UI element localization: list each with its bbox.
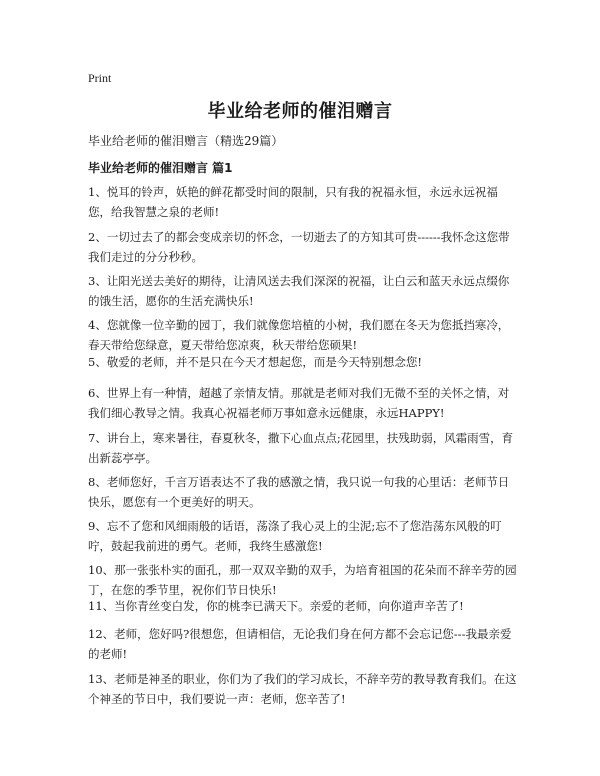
print-link[interactable]: Print — [88, 71, 112, 85]
paragraph-12: 12、老师，您好吗?很想您，但请相信，无论我们身在何方都不会忘记您---我最亲爱的老师! — [88, 627, 512, 661]
paragraph-7: 7、讲台上，寒来暑往，春夏秋冬，撒下心血点点;花园里，扶残助弱，风霜雨雪，育出新蕊亭亭。 — [88, 431, 514, 465]
section-heading: 毕业给老师的催泪赠言 篇1 — [88, 161, 233, 175]
paragraph-13: 13、老师是神圣的职业，你们为了我们的学习成长，不辞辛劳的教导教育我们。在这个神圣的节日中，我们要说一声：老师，您辛苦了! — [88, 672, 517, 706]
paragraph-3: 3、让阳光送去美好的期待，让清风送去我们深深的祝福，让白云和蓝天永远点缀你的饿生活，愿你的生活充满快乐! — [88, 274, 510, 308]
paragraph-11: 11、当你青丝变白发，你的桃李已满天下。亲爱的老师，向你道声辛苦了! — [88, 599, 464, 613]
paragraph-6: 6、世界上有一种情，超越了亲情友情。那就是老师对我们无微不至的关怀之情，对我们细心教导之情。我真心祝福老师万事如意永远健康，永远HAPPY! — [88, 386, 510, 420]
document-subtitle: 毕业给老师的催泪赠言（精选29篇） — [88, 134, 284, 148]
paragraph-5: 5、敬爱的老师，并不是只在今天才想起您，而是今天特别想念您! — [88, 355, 422, 369]
paragraph-1: 1、悦耳的铃声，妖艳的鲜花都受时间的限制，只有我的祝福永恒，永远永远祝福您，给我智慧之泉的老师! — [88, 185, 498, 219]
paragraph-4: 4、您就像一位辛勤的园丁，我们就像您培植的小树，我们愿在冬天为您抵挡寒冷，春天带给您绿意，夏天带给您凉爽，秋天带给您硕果! — [88, 318, 510, 352]
page-title: 毕业给老师的催泪赠言 — [207, 101, 393, 122]
paragraph-9: 9、忘不了您和风细雨般的话语，荡涤了我心灵上的尘泥;忘不了您浩荡东风般的叮咛，鼓起我前进的勇气。老师，我终生感激您! — [88, 519, 502, 553]
paragraph-2: 2、一切过去了的都会变成亲切的怀念，一切逝去了的方知其可贵------我怀念这您带我们走过的分分秒秒。 — [88, 230, 510, 264]
paragraph-8: 8、老师您好，千言万语表达不了我的感激之情，我只说一句我的心里话：老师节日快乐，愿您有一个更美好的明天。 — [88, 475, 510, 509]
paragraph-10: 10、那一张张朴实的面孔，那一双双辛勤的双手，为培育祖国的花朵而不辞辛劳的园丁，在您的季节里，祝你们节日快乐! — [88, 563, 517, 597]
